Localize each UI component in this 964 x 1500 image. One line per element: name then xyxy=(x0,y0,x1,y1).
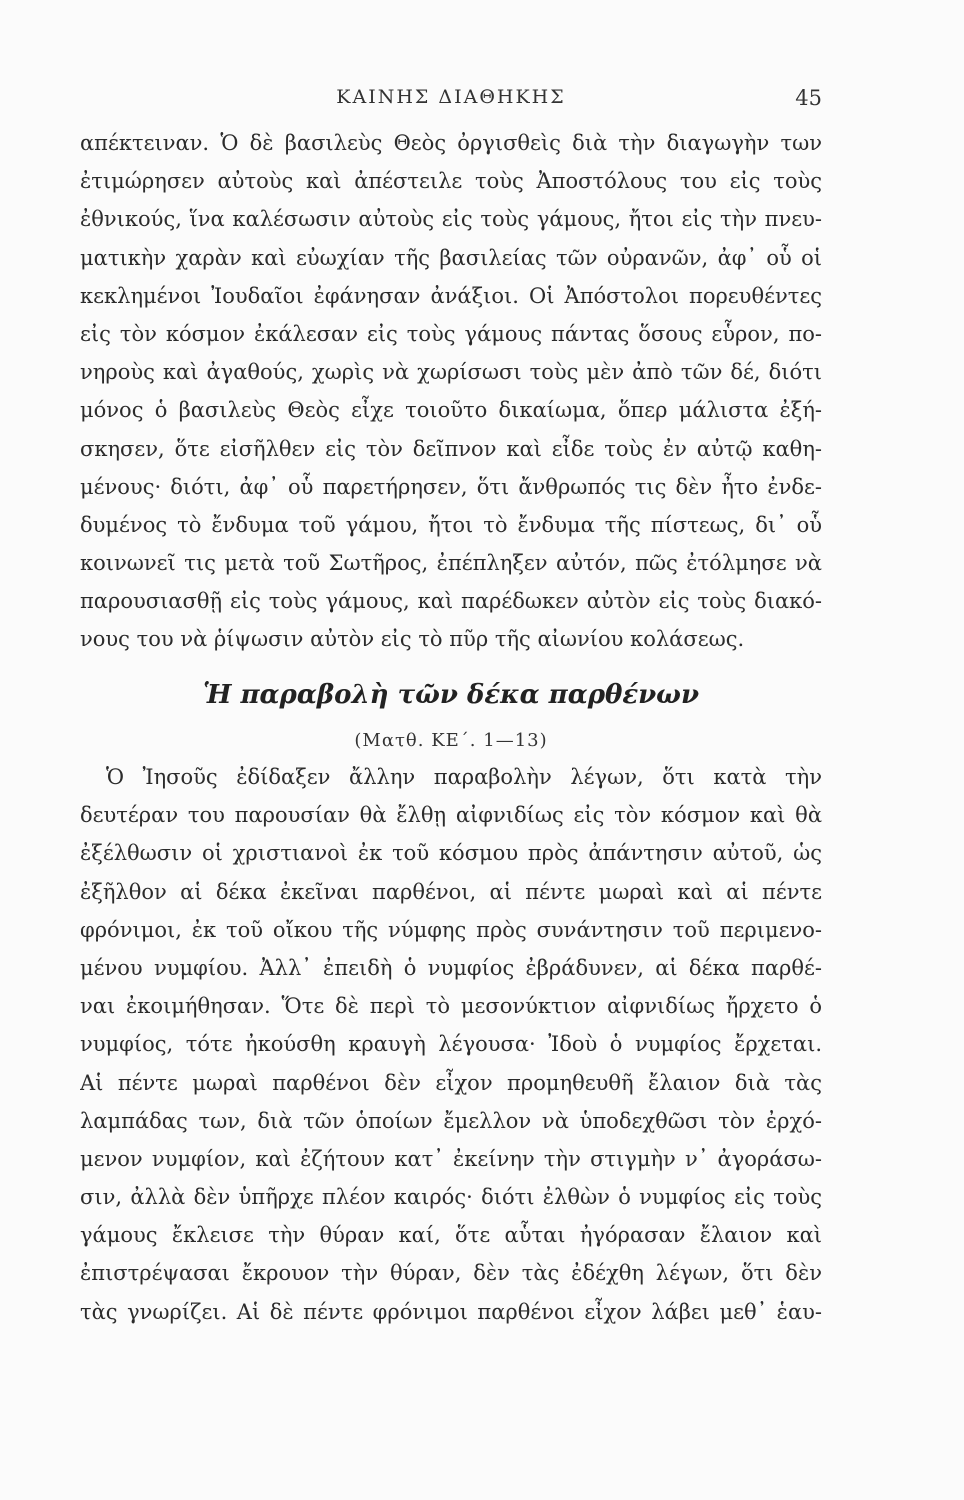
text-line: Ὁ Ἰησοῦς ἐδίδαξεν ἄλλην παραβολὴν λέγων, ὅτι κατὰ τὴν xyxy=(106,765,822,789)
text-line: κοινωνεῖ τις μετὰ τοῦ Σωτῆρος, ἐπέπληξεν αὐτόν, πῶς ἐτόλμησε νὰ xyxy=(80,551,822,576)
text-line: σκησεν, ὅτε εἰσῆλθεν εἰς τὸν δεῖπνον καὶ εἶδε τοὺς ἐν αὐτῷ καθη- xyxy=(80,436,822,461)
page-number: 45 xyxy=(795,86,822,110)
text-line: μόνος ὁ βασιλεὺς Θεὸς εἶχε τοιοῦτο δικαίωμα, ὅπερ μάλιστα ἐξή- xyxy=(80,398,822,423)
text-line: Αἱ πέντε μωραὶ παρθένοι δὲν εἶχον προμηθευθῆ ἔλαιον διὰ τὰς xyxy=(80,1070,822,1095)
text-line: τὰς γνωρίζει. Αἱ δὲ πέντε φρόνιμοι παρθένοι εἶχον λάβει μεθ᾽ ἑαυ- xyxy=(80,1299,822,1324)
text-line: απέκτειναν. Ὁ δὲ βασιλεὺς Θεὸς ὀργισθεὶς διὰ τὴν διαγωγὴν των xyxy=(80,131,822,155)
running-title: ΚΑΙΝΗΣ ΔΙΑΘΗΚΗΣ xyxy=(336,86,566,108)
text-line: ματικὴν χαρὰν καὶ εὐωχίαν τῆς βασιλείας τῶν οὐρανῶν, ἀφ᾽ οὗ οἱ xyxy=(80,245,822,270)
text-line: ἐθνικούς, ἵνα καλέσωσιν αὐτοὺς εἰς τοὺς γάμους, ἤτοι εἰς τὴν πνευ- xyxy=(80,207,822,232)
running-header xyxy=(80,86,822,116)
text-line: λαμπάδας των, διὰ τῶν ὁποίων ἔμελλον νὰ ὑποδεχθῶσι τὸν ἐρχό- xyxy=(80,1108,822,1133)
text-line: ναι ἐκοιμήθησαν. Ὅτε δὲ περὶ τὸ μεσονύκτιον αἰφνιδίως ἤρχετο ὁ xyxy=(80,994,822,1019)
text-line: μενον νυμφίον, καὶ ἐζήτουν κατ᾽ ἐκείνην τὴν στιγμὴν ν᾽ ἀγοράσω- xyxy=(80,1146,822,1171)
text-line: κεκλημένοι Ἰουδαῖοι ἐφάνησαν ἀνάξιοι. Οἱ Ἀπόστολοι πορευθέντες xyxy=(80,283,822,308)
text-line: εἰς τὸν κόσμον ἐκάλεσαν εἰς τοὺς γάμους πάντας ὅσους εὗρον, πο- xyxy=(80,321,822,346)
text-line: νους του νὰ ῥίψωσιν αὐτὸν εἰς τὸ πῦρ τῆς αἰωνίου κολάσεως. xyxy=(80,627,745,652)
text-line: παρουσιασθῇ εἰς τοὺς γάμους, καὶ παρέδωκεν αὐτὸν εἰς τοὺς διακό- xyxy=(80,589,822,614)
text-line: ἐτιμώρησεν αὐτοὺς καὶ ἀπέστειλε τοὺς Ἀποστόλους του εἰς τοὺς xyxy=(80,169,822,194)
text-line: νηροὺς καὶ ἀγαθούς, χωρὶς νὰ χωρίσωσι τοὺς μὲν ἀπὸ τῶν δέ, διότι xyxy=(80,360,822,385)
text-line: ἐξέλθωσιν οἱ χριστιανοὶ ἐκ τοῦ κόσμου πρὸς ἀπάντησιν αὐτοῦ, ὡς xyxy=(80,841,822,866)
section-heading: Ἡ παραβολὴ τῶν δέκα παρθένων xyxy=(203,680,699,710)
text-line: δευτέραν του παρουσίαν θὰ ἔλθῃ αἰφνιδίως εἰς τὸν κόσμον καὶ θὰ xyxy=(80,803,822,828)
paragraph-1 xyxy=(80,124,822,659)
text-line: νυμφίος, τότε ἠκούσθη κραυγὴ λέγουσα· Ἰδοὺ ὁ νυμφίος ἔρχεται. xyxy=(80,1032,822,1057)
text-line: ἐξῆλθον αἱ δέκα ἐκεῖναι παρθένοι, αἱ πέντε μωραὶ καὶ αἱ πέντε xyxy=(80,879,822,904)
text-line: φρόνιμοι, ἐκ τοῦ οἴκου τῆς νύμφης πρὸς συνάντησιν τοῦ περιμενο- xyxy=(80,917,822,942)
paragraph-2 xyxy=(80,758,822,1331)
text-line: γάμους ἔκλεισε τὴν θύραν καί, ὅτε αὗται ἠγόρασαν ἔλαιον καὶ xyxy=(80,1223,822,1248)
text-line: μένους· διότι, ἀφ᾽ οὗ παρετήρησεν, ὅτι ἄνθρωπός τις δὲν ἦτο ἐνδε- xyxy=(80,474,822,499)
scripture-reference: (Ματθ. ΚΕ΄. 1—13) xyxy=(354,730,548,751)
text-line: δυμένος τὸ ἔνδυμα τοῦ γάμου, ἤτοι τὸ ἔνδυμα τῆς πίστεως, δι᾽ οὗ xyxy=(80,512,822,537)
text-line: ἐπιστρέψασαι ἔκρουον τὴν θύραν, δὲν τὰς ἐδέχθη λέγων, ὅτι δὲν xyxy=(80,1261,822,1286)
text-line: σιν, ἀλλὰ δὲν ὑπῆρχε πλέον καιρός· διότι ἐλθὼν ὁ νυμφίος εἰς τοὺς xyxy=(80,1185,822,1210)
text-line: μένου νυμφίου. Ἀλλ᾽ ἐπειδὴ ὁ νυμφίος ἐβράδυνεν, αἱ δέκα παρθέ- xyxy=(80,955,822,980)
